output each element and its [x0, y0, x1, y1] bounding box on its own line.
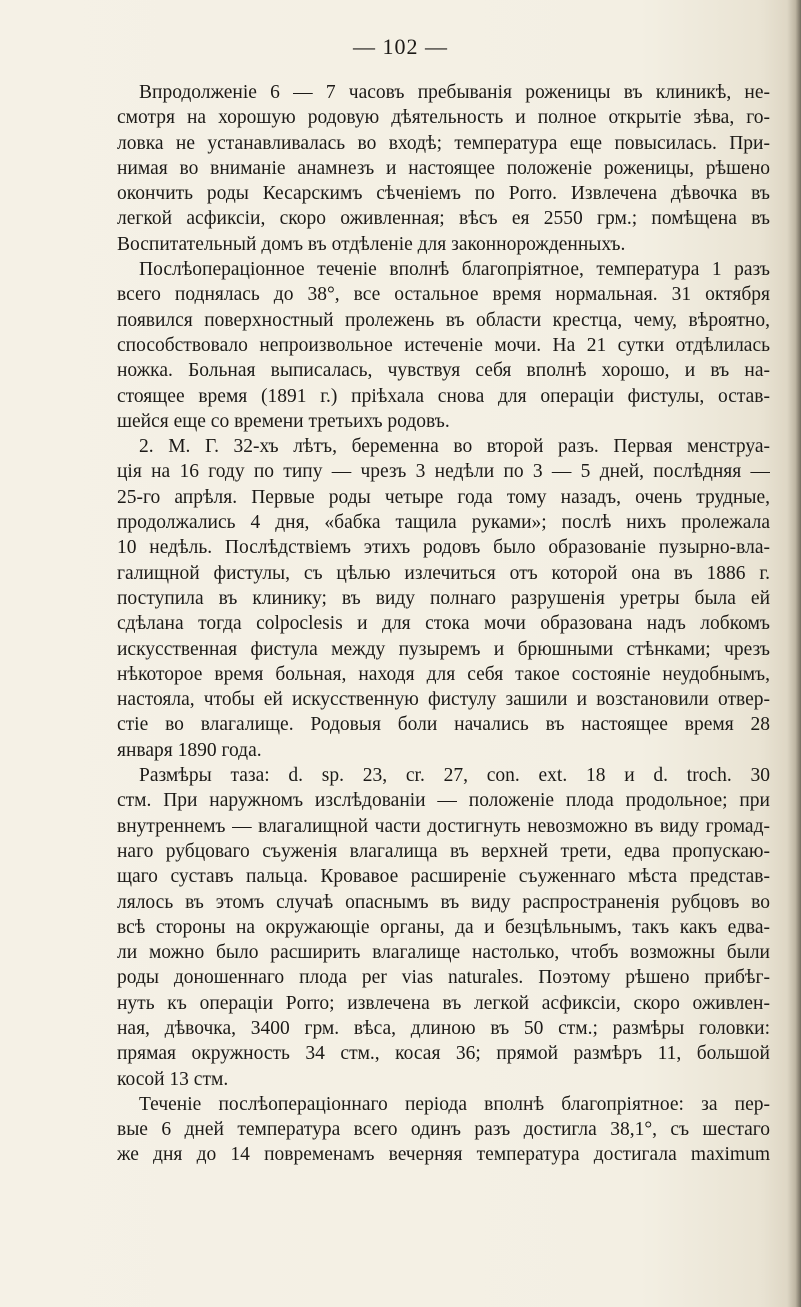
text-line: шейся еще со времени третьихъ родовъ. [117, 410, 450, 432]
text-line: ція на 16 году по типу — чрезъ 3 недѣли по 3 — 5 дней, послѣдняя — [117, 461, 770, 483]
text-line: роды доношеннаго плода per vias naturales. Поэтому рѣшено прибѣг- [117, 967, 770, 989]
text-line: вые 6 дней температура всего одинъ разъ достигла 38,1°, съ шестаго [117, 1119, 770, 1141]
page-number: — 102 — [353, 34, 448, 59]
text-line: нѣкоторое время больная, находя для себя такое состояніе неудобнымъ, [117, 663, 770, 685]
page-edge-shadow [787, 0, 801, 1307]
text-line: настояла, чтобы ей искусственную фистулу зашили и возстановили отвер- [117, 689, 770, 711]
text-line: Теченіе послѣопераціоннаго періода вполнѣ благопріятное: за пер- [139, 1093, 770, 1115]
text-line: Размѣры таза: d. sp. 23, cr. 27, con. ext. 18 и d. troch. 30 [139, 765, 770, 787]
text-line: же дня до 14 повременамъ вечерняя температура достигала maximum [117, 1144, 770, 1166]
text-line: лялось въ этомъ случаѣ опаснымъ въ виду распространенія рубцовъ во [117, 891, 770, 913]
text-line: продолжались 4 дня, «бабка тащила руками»; послѣ нихъ пролежала [117, 512, 770, 534]
text-line: стіе во влагалище. Родовыя боли начались въ настоящее время 28 [117, 714, 770, 736]
text-line: щаго суставъ пальца. Кровавое расширеніе съуженнаго мѣста представ- [117, 866, 770, 888]
text-line: 10 недѣль. Послѣдствіемъ этихъ родовъ было образованіе пузырно-вла- [117, 537, 770, 559]
text-line: способствовало непроизвольное истеченіе мочи. На 21 сутки отдѣлилась [117, 334, 770, 356]
text-line: Впродолженіе 6 — 7 часовъ пребыванія роженицы въ клиникѣ, не- [139, 82, 770, 103]
text-line: всего поднялась до 38°, все остальное время нормальная. 31 октября [117, 284, 770, 306]
text-line: всѣ стороны на окружающіе органы, да и безцѣльнымъ, такъ какъ едва- [117, 916, 770, 938]
text-line: внутреннемъ — влагалищной части достигнуть невозможно въ виду громад- [117, 815, 770, 837]
text-line: Воспитательный домъ въ отдѣленіе для законнорожденныхъ. [117, 233, 626, 255]
text-line: стм. При наружномъ изслѣдованіи — положеніе плода продольное; при [117, 790, 770, 812]
text-line: стоящее время (1891 г.) пріѣхала снова для операціи фистулы, остав- [117, 385, 770, 407]
text-line: поступила въ клинику; въ виду полнаго разрушенія уретры была ей [117, 587, 770, 609]
text-line: 25-го апрѣля. Первые роды четыре года тому назадъ, очень трудные, [117, 486, 770, 508]
text-line: наго рубцоваго съуженія влагалища въ верхней трети, едва пропускаю- [117, 840, 770, 862]
text-line: окончить роды Кесарскимъ сѣченіемъ по Рorro. Извлечена дѣвочка въ [117, 183, 770, 205]
text-line: ножка. Больная выписалась, чувствуя себя вполнѣ хорошо, и въ на- [117, 360, 770, 382]
text-line: ная, дѣвочка, 3400 грм. вѣса, длиною въ 50 стм.; размѣры головки: [117, 1017, 770, 1039]
text-line: легкой асфиксіи, скоро оживленная; вѣсъ ея 2550 грм.; помѣщена въ [117, 208, 770, 230]
text-line: нимая во вниманіе анамнезъ и настоящее положеніе роженицы, рѣшено [117, 157, 770, 179]
text-line: нуть къ операціи Рorro; извлечена въ легкой асфиксіи, скоро оживлен- [117, 992, 770, 1014]
text-line: января 1890 года. [117, 739, 262, 761]
text-line: сдѣлана тогда colpoclesis и для стока мочи образована надъ лобкомъ [117, 613, 770, 635]
text-line: прямая окружность 34 стм., косая 36; прямой размѣръ 11, большой [117, 1043, 770, 1065]
text-line: смотря на хорошую родовую дѣятельность и полное открытіе зѣва, го- [117, 107, 770, 129]
text-line: появился поверхностный пролежень въ области крестца, чему, вѣроятно, [117, 309, 770, 331]
text-line: ловка не устанавливалась во входѣ; температура еще повысилась. При- [117, 132, 770, 154]
text-line: галищной фистулы, съ цѣлью излечиться отъ которой она въ 1886 г. [117, 562, 770, 584]
text-line: ли можно было расширить влагалище настолько, чтобъ возможны были [117, 942, 770, 964]
text-line: косой 13 стм. [117, 1068, 229, 1090]
body-text [117, 80, 770, 1168]
text-line: 2. М. Г. 32-хъ лѣтъ, беременна во второй разъ. Первая менструа- [139, 436, 770, 458]
text-line: искусственная фистула между пузыремъ и брюшными стѣнками; чрезъ [117, 638, 770, 660]
text-line: Послѣопераціонное теченіе вполнѣ благопріятное, температура 1 разъ [139, 259, 770, 281]
